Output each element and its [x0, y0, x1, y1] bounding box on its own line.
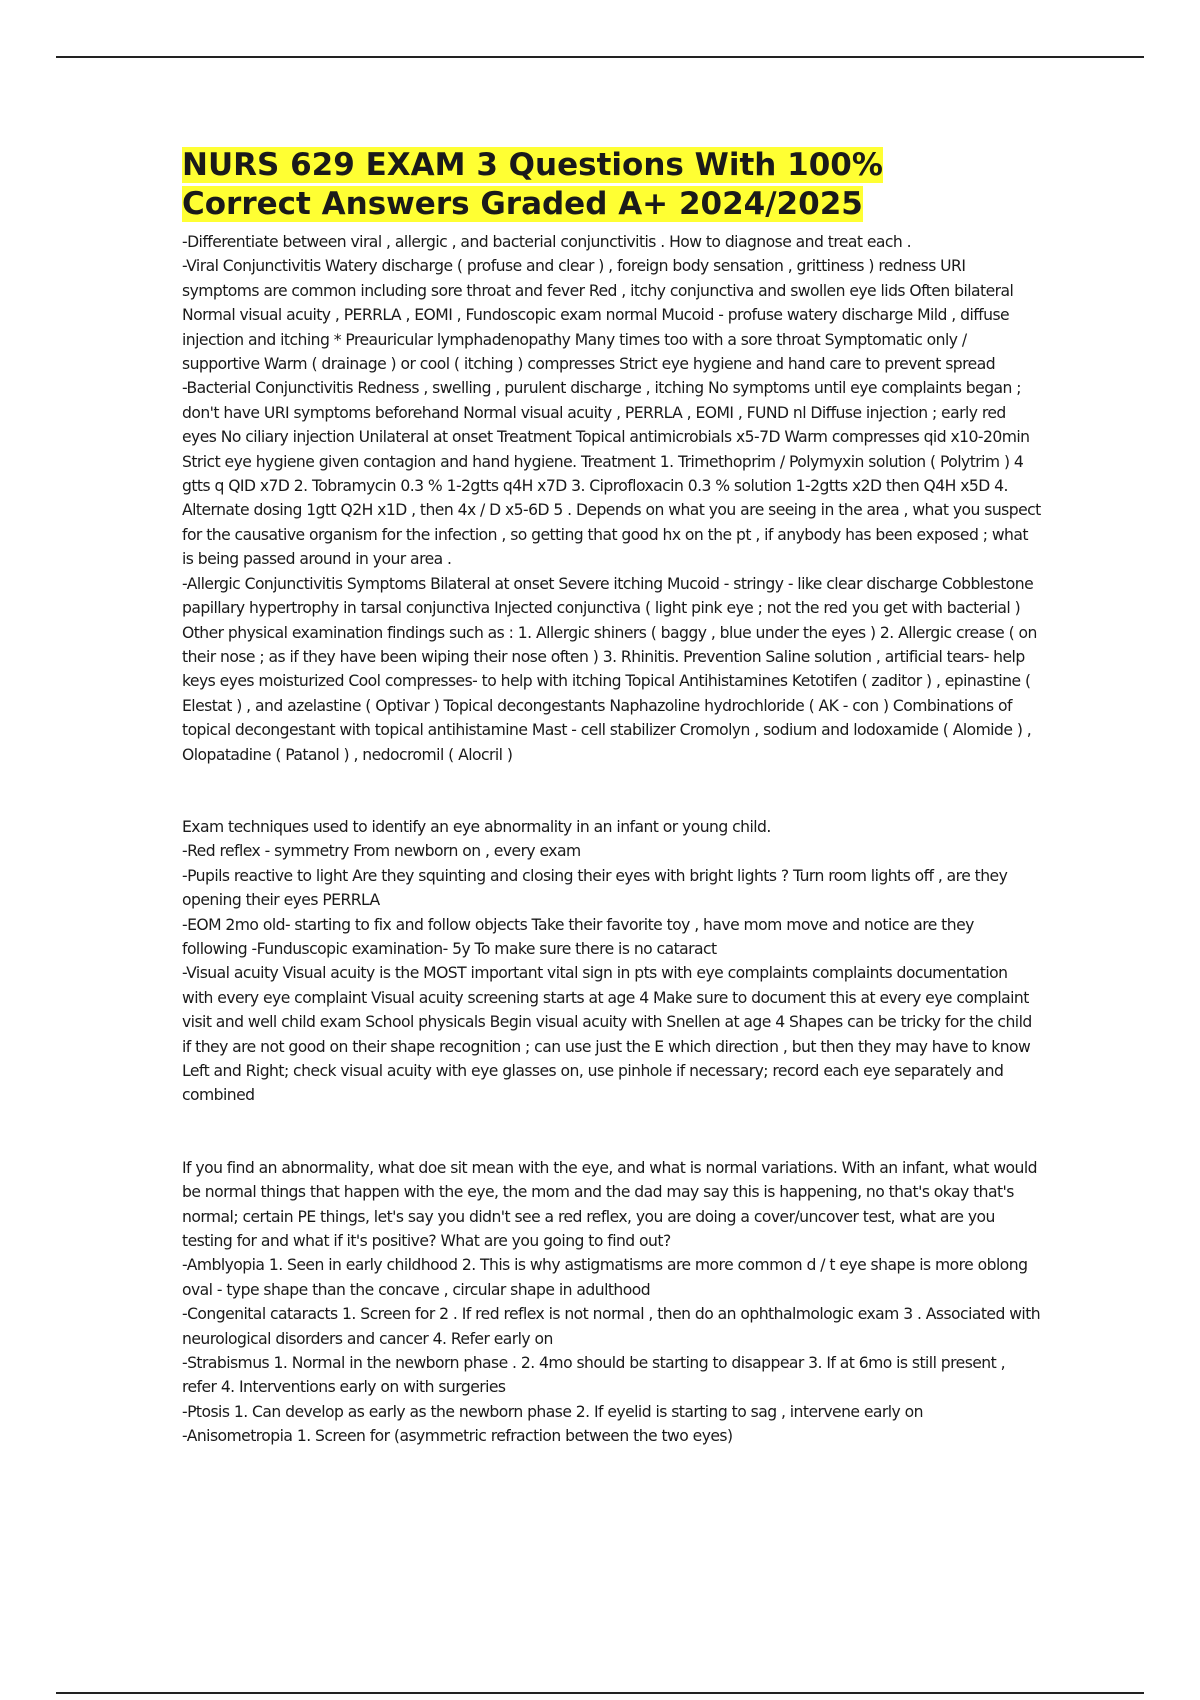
paragraph: -Allergic Conjunctivitis Symptoms Bilateral at onset Severe itching Mucoid - stringy - like clear discharge Cobblestone papillary hypertrophy in tarsal conjunctiva Injected conjunctiva ( light pink eye ; not the red you get with bacterial ) Other physical examination findings such as : 1. Allergic shiners ( baggy , blue under the eyes ) 2. Allergic crease ( on their nose ; as if they have been wiping their nose often ) 3. Rhinitis. Prevention Saline solution , artificial tears- help keys eyes moisturized Cool compresses- to help with itching Topical Antihistamines Ketotifen ( zaditor ) , epinastine ( Elestat ) , and azelastine ( Optivar ) Topical decongestants Naphazoline hydrochloride ( AK - con ) Combinations of topical decongestant with topical antihistamine Mast - cell stabilizer Cromolyn , sodium and lodoxamide ( Alomide ) , Olopatadine ( Patanol ) , nedocromil ( Alocril ) [182, 574, 1037, 764]
section-abnormalities [182, 1156, 1042, 1449]
paragraph: If you find an abnormality, what doe sit mean with the eye, and what is normal variations. With an infant, what would be normal things that happen with the eye, the mom and the dad may say this is happening, no that's okay that's normal; certain PE things, let's say you didn't see a red reflex, you are doing a cover/uncover test, what are you testing for and what if it's positive? What are you going to find out? [182, 1158, 1037, 1251]
paragraph: -Amblyopia 1. Seen in early childhood 2. This is why astigmatisms are more common d / t eye shape is more oblong oval - type shape than the concave , circular shape in adulthood [182, 1256, 1028, 1299]
title-line-2: Correct Answers Graded A+ 2024/2025 [182, 186, 863, 222]
title-line-1: NURS 629 EXAM 3 Questions With 100% [182, 147, 883, 183]
top-rule [56, 56, 1144, 58]
paragraph: -Pupils reactive to light Are they squinting and closing their eyes with bright lights ? Turn room lights off , are they opening their eyes PERRLA [182, 866, 1008, 910]
section-spacer [182, 1108, 1042, 1156]
paragraph: -Visual acuity Visual acuity is the MOST important vital sign in pts with eye complaints complaints documentation with every eye complaint Visual acuity screening starts at age 4 Make sure to document this at every eye complaint visit and well child exam School physicals Begin visual acuity with Snellen at age 4 Shapes can be tricky for the child if they are not good on their shape recognition ; can use just the E which direction , but then they may have to know Left and Right; check visual acuity with eye glasses on, use pinhole if necessary; record each eye separately and combined [182, 964, 1032, 1105]
document-title [182, 146, 1042, 224]
paragraph: Exam techniques used to identify an eye abnormality in an infant or young child. [182, 817, 771, 836]
paragraph: -Strabismus 1. Normal in the newborn phase . 2. 4mo should be starting to disappear 3. If at 6mo is still present , refer 4. Interventions early on with surgeries [182, 1354, 1006, 1397]
paragraph: -Congenital cataracts 1. Screen for 2 . If red reflex is not normal , then do an ophthalmologic exam 3 . Associated with neurological disorders and cancer 4. Refer early on [182, 1305, 1041, 1348]
bottom-rule [56, 1692, 1144, 1694]
paragraph: -Anisometropia 1. Screen for (asymmetric refraction between the two eyes) [182, 1427, 733, 1446]
paragraph: -Viral Conjunctivitis Watery discharge ( profuse and clear ) , foreign body sensation , grittiness ) redness URI symptoms are common including sore throat and fever Red , itchy conjunctiva and swollen eye lids Often bilateral Normal visual acuity , PERRLA , EOMI , Fundoscopic exam normal Mucoid - profuse watery discharge Mild , diffuse injection and itching * Preauricular lymphadenopathy Many times too with a sore throat Symptomatic only / supportive Warm ( drainage ) or cool ( itching ) compresses Strict eye hygiene and hand care to prevent spread [182, 257, 1014, 374]
section-conjunctivitis [182, 230, 1042, 767]
paragraph: -Ptosis 1. Can develop as early as the newborn phase 2. If eyelid is starting to sag , intervene early on [182, 1402, 923, 1421]
paragraph: -Differentiate between viral , allergic , and bacterial conjunctivitis . How to diagnose and treat each . [182, 233, 912, 251]
paragraph: -Bacterial Conjunctivitis Redness , swelling , purulent discharge , itching No symptoms until eye complaints began ; don't have URI symptoms beforehand Normal visual acuity , PERRLA , EOMI , FUND nl Diffuse injection ; early red eyes No ciliary injection Unilateral at onset Treatment Topical antimicrobials x5-7D Warm compresses qid x10-20min Strict eye hygiene given contagion and hand hygiene. Treatment 1. Trimethoprim / Polymyxin solution ( Polytrim ) 4 gtts q QID x7D 2. Tobramycin 0.3 % 1-2gtts q4H x7D 3. Ciprofloxacin 0.3 % solution 1-2gtts x2D then Q4H x5D 4. Alternate dosing 1gtt Q2H x1D , then 4x / D x5-6D 5 . Depends on what you are seeing in the area , what you suspect for the causative organism for the infection , so getting that good hx on the pt , if anybody has been exposed ; what is being passed around in your area . [182, 379, 1041, 569]
section-spacer [182, 767, 1042, 815]
paragraph: -EOM 2mo old- starting to fix and follow objects Take their favorite toy , have mom move and notice are they following -Funduscopic examination- 5y To make sure there is no cataract [182, 915, 974, 958]
section-exam-techniques [182, 815, 1042, 1108]
document-body [182, 146, 1042, 1449]
paragraph: -Red reflex - symmetry From newborn on , every exam [182, 842, 581, 861]
